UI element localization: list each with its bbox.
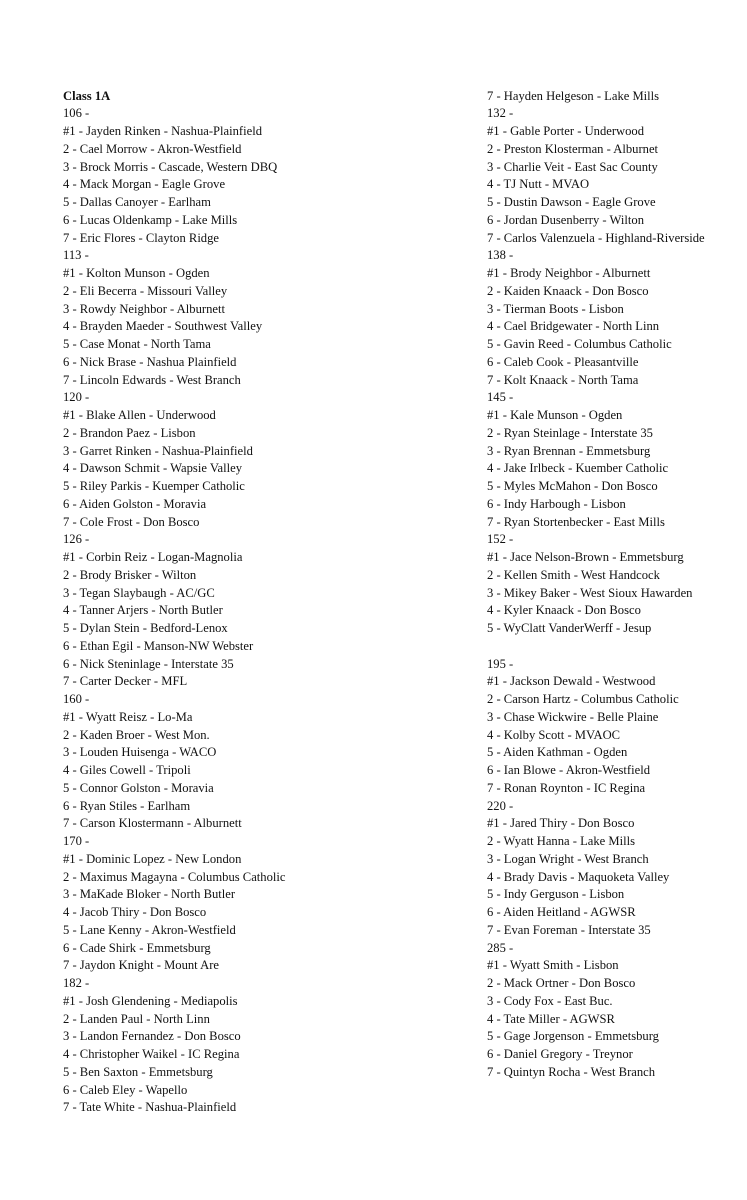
- list-item: 5 - Lane Kenny - Akron-Westfield: [63, 922, 236, 937]
- weight-class-heading: 113 -: [63, 248, 89, 263]
- list-item: 7 - Carson Klostermann - Alburnett: [63, 816, 242, 831]
- list-item: #1 - Jayden Rinken - Nashua-Plainfield: [63, 124, 263, 138]
- list-item: 3 - Brock Morris - Cascade, Western DBQ: [63, 159, 278, 174]
- list-item: 7 - Tate White - Nashua-Plainfield: [63, 1100, 237, 1115]
- list-item: 4 - Cael Bridgewater - North Linn: [487, 319, 660, 334]
- list-item: #1 - Gable Porter - Underwood: [487, 124, 645, 138]
- list-item: #1 - Jace Nelson-Brown - Emmetsburg: [487, 550, 684, 564]
- list-item: #1 - Josh Glendening - Mediapolis: [63, 993, 238, 1008]
- weight-class-heading: 138 -: [487, 248, 514, 263]
- list-item: 3 - Rowdy Neighbor - Alburnett: [63, 301, 225, 316]
- list-item: 2 - Cael Morrow - Akron-Westfield: [63, 141, 242, 156]
- list-item: 4 - Brayden Maeder - Southwest Valley: [63, 319, 263, 334]
- list-item: 4 - Brady Davis - Maquoketa Valley: [487, 869, 670, 884]
- list-item: 3 - Tierman Boots - Lisbon: [487, 301, 624, 316]
- list-item: 6 - Nick Brase - Nashua Plainfield: [63, 354, 237, 369]
- list-item: 4 - Mack Morgan - Eagle Grove: [63, 177, 226, 192]
- list-item: 4 - Kyler Knaack - Don Bosco: [487, 603, 641, 618]
- list-item: 6 - Ian Blowe - Akron-Westfield: [487, 763, 651, 777]
- list-item: 3 - Logan Wright - West Branch: [487, 851, 649, 866]
- list-item: 2 - Brandon Paez - Lisbon: [63, 425, 196, 440]
- list-item: 7 - Hayden Helgeson - Lake Mills: [487, 88, 660, 103]
- list-item: 6 - Caleb Cook - Pleasantville: [487, 354, 639, 369]
- list-item: 3 - Chase Wickwire - Belle Plaine: [487, 709, 659, 724]
- list-item: 7 - Jaydon Knight - Mount Are: [63, 958, 220, 973]
- list-item: #1 - Kolton Munson - Ogden: [63, 266, 210, 280]
- list-item: 2 - Preston Klosterman - Alburnet: [487, 141, 659, 156]
- list-item: 3 - Charlie Veit - East Sac County: [487, 159, 658, 174]
- list-item: 6 - Nick Steninlage - Interstate 35: [63, 656, 234, 671]
- list-item: #1 - Wyatt Reisz - Lo-Ma: [63, 709, 193, 724]
- list-item: 5 - WyClatt VanderWerff - Jesup: [487, 621, 652, 635]
- list-item: 3 - Tegan Slaybaugh - AC/GC: [63, 585, 215, 600]
- weight-class-heading: 106 -: [63, 106, 90, 121]
- list-item: 5 - Indy Gerguson - Lisbon: [487, 887, 625, 902]
- list-item: 3 - Landon Fernandez - Don Bosco: [63, 1029, 241, 1044]
- list-item: 7 - Carter Decker - MFL: [63, 674, 188, 689]
- list-item: 5 - Gavin Reed - Columbus Catholic: [487, 337, 672, 351]
- weight-class-heading: 220 -: [487, 798, 514, 813]
- blank-line: [487, 638, 745, 656]
- list-item: 4 - Tate Miller - AGWSR: [487, 1011, 615, 1026]
- list-item: 2 - Eli Becerra - Missouri Valley: [63, 283, 228, 298]
- list-item: 4 - Giles Cowell - Tripoli: [63, 763, 191, 777]
- list-item: 4 - Dawson Schmit - Wapsie Valley: [63, 461, 243, 476]
- weight-class-heading: 160 -: [63, 692, 90, 706]
- list-item: 7 - Cole Frost - Don Bosco: [63, 514, 200, 529]
- list-item: 3 - Garret Rinken - Nashua-Plainfield: [63, 443, 253, 458]
- list-item: 7 - Lincoln Edwards - West Branch: [63, 372, 241, 387]
- list-item: #1 - Kale Munson - Ogden: [487, 408, 623, 422]
- list-item: 6 - Aiden Heitland - AGWSR: [487, 905, 636, 919]
- list-item: 6 - Ethan Egil - Manson-NW Webster: [63, 638, 254, 653]
- list-item: #1 - Jackson Dewald - Westwood: [487, 674, 656, 689]
- list-item: #1 - Dominic Lopez - New London: [63, 851, 242, 866]
- list-item: #1 - Blake Allen - Underwood: [63, 408, 216, 422]
- list-item: 7 - Carlos Valenzuela - Highland-Riverside: [487, 230, 705, 245]
- list-item: #1 - Corbin Reiz - Logan-Magnolia: [63, 550, 243, 564]
- list-item: 7 - Evan Foreman - Interstate 35: [487, 922, 651, 937]
- list-item: 2 - Brody Brisker - Wilton: [63, 567, 197, 582]
- weight-class-heading: 195 -: [487, 656, 514, 671]
- list-item: 3 - Ryan Brennan - Emmetsburg: [487, 443, 651, 458]
- list-item: 6 - Lucas Oldenkamp - Lake Mills: [63, 212, 238, 227]
- list-item: 6 - Indy Harbough - Lisbon: [487, 496, 626, 511]
- list-item: 4 - Christopher Waikel - IC Regina: [63, 1047, 240, 1061]
- list-item: 4 - TJ Nutt - MVAO: [487, 177, 590, 192]
- weight-class-heading: 120 -: [63, 390, 90, 405]
- list-item: 2 - Kaden Broer - West Mon.: [63, 727, 210, 742]
- list-item: 7 - Kolt Knaack - North Tama: [487, 372, 639, 387]
- list-item: 3 - Louden Huisenga - WACO: [63, 745, 217, 760]
- list-item: 7 - Quintyn Rocha - West Branch: [487, 1064, 656, 1079]
- list-item: 4 - Jacob Thiry - Don Bosco: [63, 905, 207, 919]
- list-item: 5 - Myles McMahon - Don Bosco: [487, 479, 658, 493]
- list-item: 3 - Mikey Baker - West Sioux Hawarden: [487, 585, 693, 600]
- list-item: 6 - Cade Shirk - Emmetsburg: [63, 940, 211, 955]
- list-item: 6 - Daniel Gregory - Treynor: [487, 1047, 633, 1061]
- weight-class-heading: 132 -: [487, 106, 514, 121]
- left-column: [63, 88, 393, 1118]
- weight-class-heading: 152 -: [487, 532, 514, 547]
- list-item: 4 - Tanner Arjers - North Butler: [63, 603, 223, 618]
- list-item: 5 - Riley Parkis - Kuemper Catholic: [63, 479, 245, 493]
- weight-class-heading: 126 -: [63, 532, 90, 547]
- section-heading: Class 1A: [63, 88, 111, 103]
- list-item: 2 - Maximus Magayna - Columbus Catholic: [63, 869, 286, 884]
- list-item: 5 - Dallas Canoyer - Earlham: [63, 195, 211, 209]
- list-item: 6 - Aiden Golston - Moravia: [63, 496, 207, 511]
- list-item: 5 - Dustin Dawson - Eagle Grove: [487, 195, 656, 209]
- list-item: 2 - Ryan Steinlage - Interstate 35: [487, 425, 653, 440]
- list-item: 6 - Caleb Eley - Wapello: [63, 1082, 188, 1097]
- list-item: 2 - Kellen Smith - West Handcock: [487, 567, 660, 582]
- list-item: 7 - Eric Flores - Clayton Ridge: [63, 230, 219, 245]
- list-item: 5 - Aiden Kathman - Ogden: [487, 745, 628, 760]
- list-item: 5 - Case Monat - North Tama: [63, 337, 211, 351]
- weight-class-heading: 182 -: [63, 976, 90, 990]
- list-item: 6 - Ryan Stiles - Earlham: [63, 798, 191, 813]
- list-item: 5 - Dylan Stein - Bedford-Lenox: [63, 621, 228, 635]
- weight-class-heading: 145 -: [487, 390, 514, 405]
- list-item: 3 - Cody Fox - East Buc.: [487, 993, 613, 1008]
- list-item: 5 - Ben Saxton - Emmetsburg: [63, 1064, 213, 1079]
- list-item: #1 - Wyatt Smith - Lisbon: [487, 958, 619, 973]
- list-item: #1 - Jared Thiry - Don Bosco: [487, 816, 635, 831]
- list-item: 2 - Kaiden Knaack - Don Bosco: [487, 283, 649, 298]
- weight-class-heading: 170 -: [63, 834, 90, 848]
- list-item: 2 - Carson Hartz - Columbus Catholic: [487, 692, 679, 706]
- list-item: 4 - Jake Irlbeck - Kuember Catholic: [487, 461, 669, 476]
- list-item: #1 - Brody Neighbor - Alburnett: [487, 266, 651, 280]
- list-item: 5 - Gage Jorgenson - Emmetsburg: [487, 1029, 659, 1044]
- list-item: 4 - Kolby Scott - MVAOC: [487, 727, 621, 742]
- list-item: 2 - Wyatt Hanna - Lake Mills: [487, 834, 635, 848]
- right-column: [487, 88, 745, 1082]
- list-item: 6 - Jordan Dusenberry - Wilton: [487, 212, 644, 227]
- list-item: 3 - MaKade Bloker - North Butler: [63, 887, 236, 902]
- list-item: 7 - Ryan Stortenbecker - East Mills: [487, 514, 665, 529]
- list-item: 2 - Mack Ortner - Don Bosco: [487, 976, 636, 990]
- list-item: 7 - Ronan Roynton - IC Regina: [487, 780, 646, 795]
- list-item: 5 - Connor Golston - Moravia: [63, 780, 214, 795]
- weight-class-heading: 285 -: [487, 940, 514, 955]
- list-item: 2 - Landen Paul - North Linn: [63, 1011, 210, 1026]
